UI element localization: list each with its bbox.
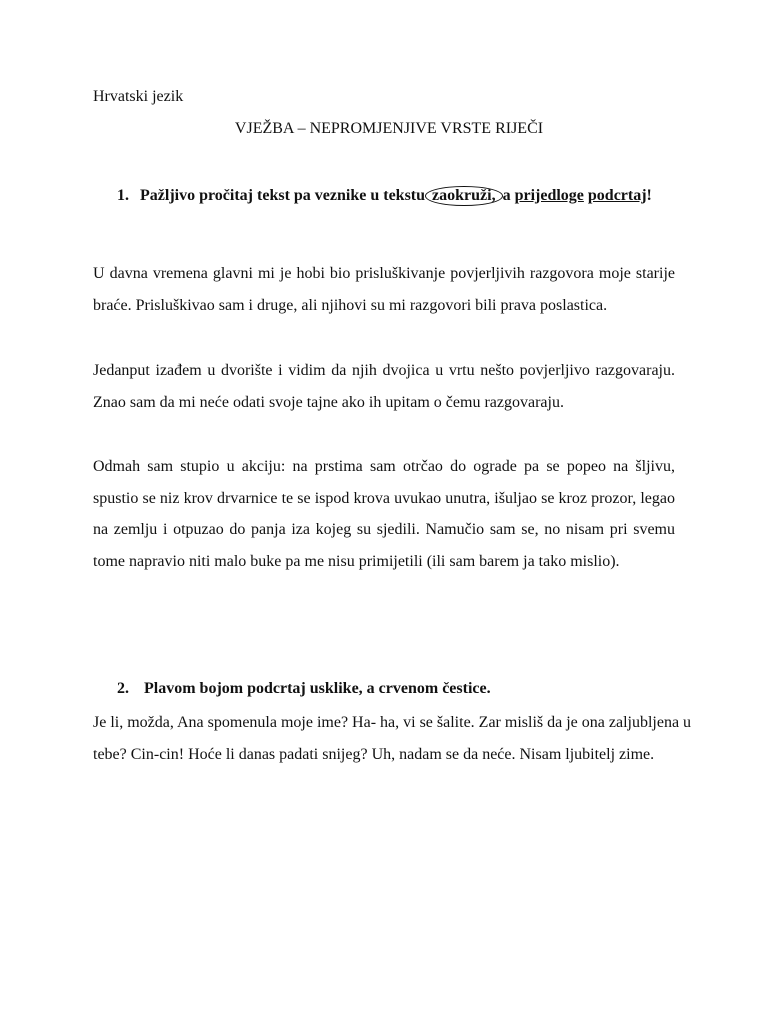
- subject-label: Hrvatski jezik: [93, 88, 184, 105]
- underlined-word-prijedloge: prijedloge: [514, 187, 584, 204]
- story-paragraph-3: Odmah sam stupio u akciju: na prstima sam otrčao do ograde pa se popeo na šljivu, spustio se niz krov drvarnice te se ispod krova uvukao unutra, išuljao se kroz prozor, legao na zemlju i otpuzao do panja iza kojeg su sjedili. Namučio sam se, no nisam pri svemu tome napravio niti malo buke pa me nisu primijetili (ili sam barem ja tako mislio).: [93, 458, 675, 570]
- underlined-word-podcrtaj: podcrtaj: [587, 187, 647, 204]
- task2-exercise-text: Je li, možda, Ana spomenula moje ime? Ha- ha, vi se šalite. Zar misliš da je ona zaljubljena u tebe? Cin-cin! Hoće li danas padati snijeg? Uh, nadam se da neće. Nisam ljubitelj zime.: [93, 714, 692, 763]
- worksheet-title: VJEŽBA – NEPROMJENJIVE VRSTE RIJEČI: [234, 120, 544, 137]
- task1-number: 1.: [117, 187, 129, 204]
- task1-text-before: Pažljivo pročitaj tekst pa veznike u tekstu: [140, 187, 430, 204]
- story-paragraph-2: Jedanput izađem u dvorište i vidim da njih dvojica u vrtu nešto povjerljivo razgovaraju. Znao sam da mi neće odati svoje tajne ako ih upitam o čemu razgovaraju.: [93, 362, 675, 411]
- circled-word: zaokruži,: [425, 186, 503, 206]
- task2-instruction: Plavom bojom podcrtaj usklike, a crvenom čestice.: [144, 680, 491, 697]
- task1-text-middle: a: [498, 187, 515, 204]
- task1-text-end: !: [646, 187, 652, 204]
- task2-number: 2.: [117, 680, 129, 697]
- task1-instruction: [140, 183, 675, 208]
- story-paragraph-1: U davna vremena glavni mi je hobi bio prisluškivanje povjerljivih razgovora moje starije braće. Prisluškivao sam i druge, ali njihovi su mi razgovori bili prava poslastica.: [93, 265, 675, 314]
